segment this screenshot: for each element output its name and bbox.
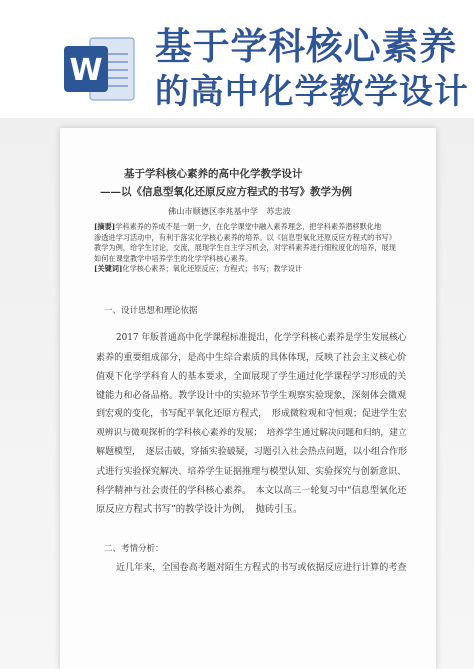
word-logo-letter: W [69, 53, 103, 88]
abstract-line-2: 渗透进学习活动中，有利于落实化学核心素养的培养。以《信息型氧化还原反应方程式的书写》 [94, 232, 396, 242]
word-document-icon [60, 30, 138, 108]
doc-title-line-1: 基于学科核心素养的高中化学教学设计 [124, 168, 303, 180]
keywords-line [94, 264, 302, 275]
doc-title-line-2: ——以《信息型氧化还原反应方程式的书写》教学为例 [100, 186, 352, 198]
banner-title-line-2: 的高中化学教学设计 [155, 72, 469, 111]
para1-line: 观辨识与微观探析的学科核心素养的发展； 培养学生通过解决问题和归纳，建立 [96, 428, 407, 438]
banner-title [155, 24, 470, 114]
banner-title-line-1: 基于学科核心素养 [155, 25, 458, 68]
document-page [60, 128, 436, 669]
abstract-line-1 [94, 222, 381, 233]
para1-line: 原反应方程式书写”的教学设计为例， 抛砖引玉。 [96, 504, 303, 515]
abstract-text: 学科素养的养成不是一朝一夕，在化学课堂中融入素养理念，把学科素养潜移默化地 [115, 222, 382, 231]
para1-line: 素养的重要组成部分，是高中生综合素质的具体体现，反映了社会主义核心价 [96, 353, 407, 363]
para1-line: 式进行实验探究解决、培养学生证据推理与模型认知、实验探究与创新意识、 [96, 467, 407, 477]
doc-author: 佛山市顺德区李兆基中学 苏忠波 [168, 206, 291, 216]
para1-line: 科学精神与社会责任的学科核心素养。 本文以高三一轮复习中“信息型氧化还 [96, 486, 407, 496]
keywords-tag: [关键词] [94, 264, 123, 273]
para1-line: 到宏观的变化，书写配平氧化还原方程式， 形成微粒观和守恒观；促进学生宏 [96, 409, 408, 419]
para2-line: 近几年来，全国卷高考题对陌生方程式的书写或依据反应进行计算的考查 [116, 563, 407, 573]
abstract-line-3: 教学为例，给学生讨论，交流，展现学生自主学习机会，对学科素养进行细粒度化的培养，展现 [94, 243, 396, 252]
banner [0, 0, 474, 128]
para1-line: 解题模型， 逐层击破，穿插实验破疑，习题引入社会热点问题，以小组合作形 [96, 447, 408, 457]
keywords-text: 化学核心素养；氧化还原反应；方程式；书写；教学设计 [122, 264, 303, 273]
section-1-heading: 一、设计思想和理论依据 [104, 306, 198, 316]
abstract-line-4: 如何在课堂教学中培养学生的化学学科核心素养。 [94, 253, 253, 263]
para1-line: 值观下化学学科育人的基本要求，全面展现了学生通过化学课程学习形成的关 [96, 372, 407, 382]
para1-line: 键能力和必备品格。教学设计中的实验环节学生观察实验现象，深刻体会微观 [96, 391, 407, 401]
abstract-tag: [摘要] [94, 222, 116, 231]
section-2-heading: 二、考情分析： [104, 544, 164, 554]
para1-line: 2017 年版普通高中化学课程标准提出，化学学科核心素养是学生发展核心 [116, 333, 407, 343]
